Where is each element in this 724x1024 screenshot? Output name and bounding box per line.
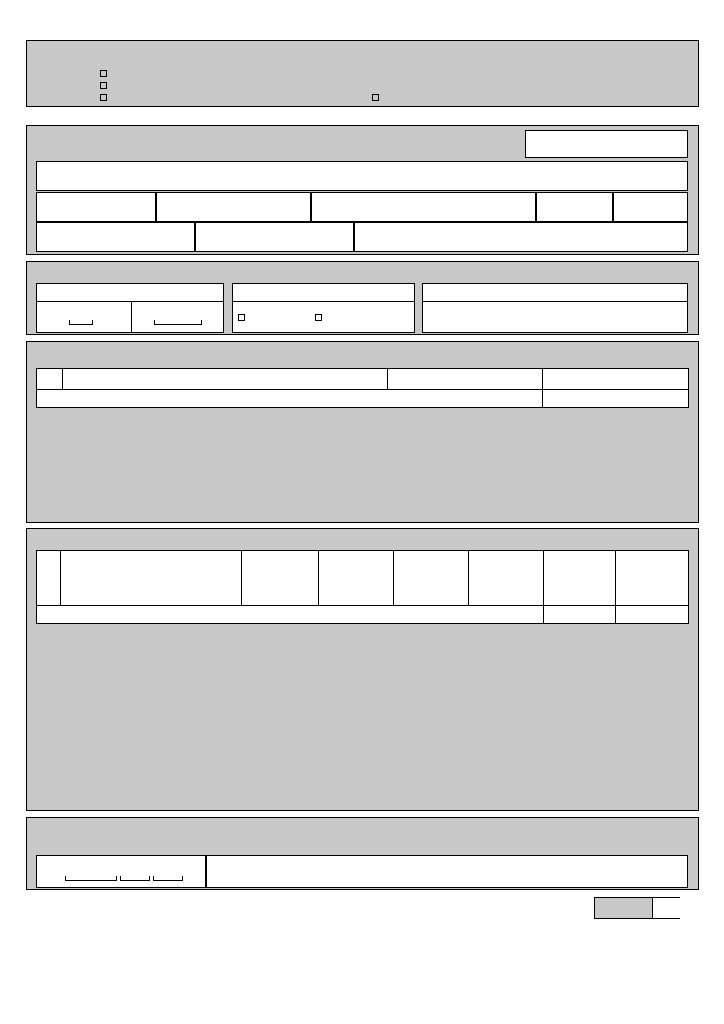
total-amount-cell[interactable] (544, 606, 616, 624)
checkbox-icon[interactable] (238, 314, 245, 321)
persons-table (36, 368, 689, 408)
section-b (26, 261, 699, 335)
declaration-section (26, 817, 699, 890)
total-label (37, 606, 544, 624)
field-106-signature[interactable] (206, 855, 688, 888)
field-1-case-number[interactable] (525, 130, 688, 158)
col-total-amount (544, 551, 616, 606)
field-11-period (36, 283, 224, 333)
checkbox-icon[interactable] (100, 94, 107, 101)
addressee-option-b[interactable] (372, 92, 383, 102)
checkbox-icon[interactable] (100, 70, 107, 77)
checkbox-icon[interactable] (372, 94, 379, 101)
date-year-input[interactable] (65, 876, 117, 881)
field-105-date[interactable] (36, 855, 206, 888)
checkbox-icon[interactable] (315, 314, 322, 321)
col-lp (37, 551, 61, 606)
col-name (63, 369, 388, 390)
costs-table (36, 550, 689, 624)
date-day-input[interactable] (153, 876, 183, 881)
section-c (26, 341, 699, 523)
addressee-option-a[interactable] (100, 92, 111, 102)
col-lp (37, 369, 63, 390)
field-12-request-type (232, 283, 415, 333)
col-work-time (543, 369, 689, 390)
option-regular[interactable] (238, 312, 249, 322)
field-7-apartment-number[interactable] (613, 192, 688, 222)
field-13-sequence-number[interactable] (422, 283, 688, 333)
field-8-phone[interactable] (36, 222, 195, 252)
section-d (26, 528, 699, 811)
month-input[interactable] (69, 320, 93, 325)
field-10-email[interactable] (354, 222, 688, 252)
submitter-option-a[interactable] (100, 68, 111, 78)
field-5-street[interactable] (311, 192, 536, 222)
col-factory-number (242, 551, 319, 606)
field-9-fax[interactable] (195, 222, 354, 252)
col-document-number (469, 551, 544, 606)
checkbox-icon[interactable] (100, 82, 107, 89)
field-3-postal-code[interactable] (36, 192, 156, 222)
col-document-date (394, 551, 469, 606)
field-6-house-number[interactable] (536, 192, 613, 222)
legal-box (26, 40, 699, 107)
total-refund-cell[interactable] (616, 606, 689, 624)
submitter-option-b[interactable] (100, 80, 111, 90)
total-label (37, 390, 543, 408)
total-cell[interactable] (543, 390, 689, 408)
col-inventory-number (319, 551, 394, 606)
section-a (26, 125, 699, 255)
option-correction[interactable] (315, 312, 326, 322)
col-refund-amount (616, 551, 689, 606)
col-degree (388, 369, 543, 390)
field-4-post-office[interactable] (156, 192, 311, 222)
date-month-input[interactable] (120, 876, 150, 881)
year-input[interactable] (154, 320, 202, 325)
col-equipment (61, 551, 242, 606)
form-code-box (594, 897, 680, 919)
field-2-full-name[interactable] (36, 161, 688, 191)
